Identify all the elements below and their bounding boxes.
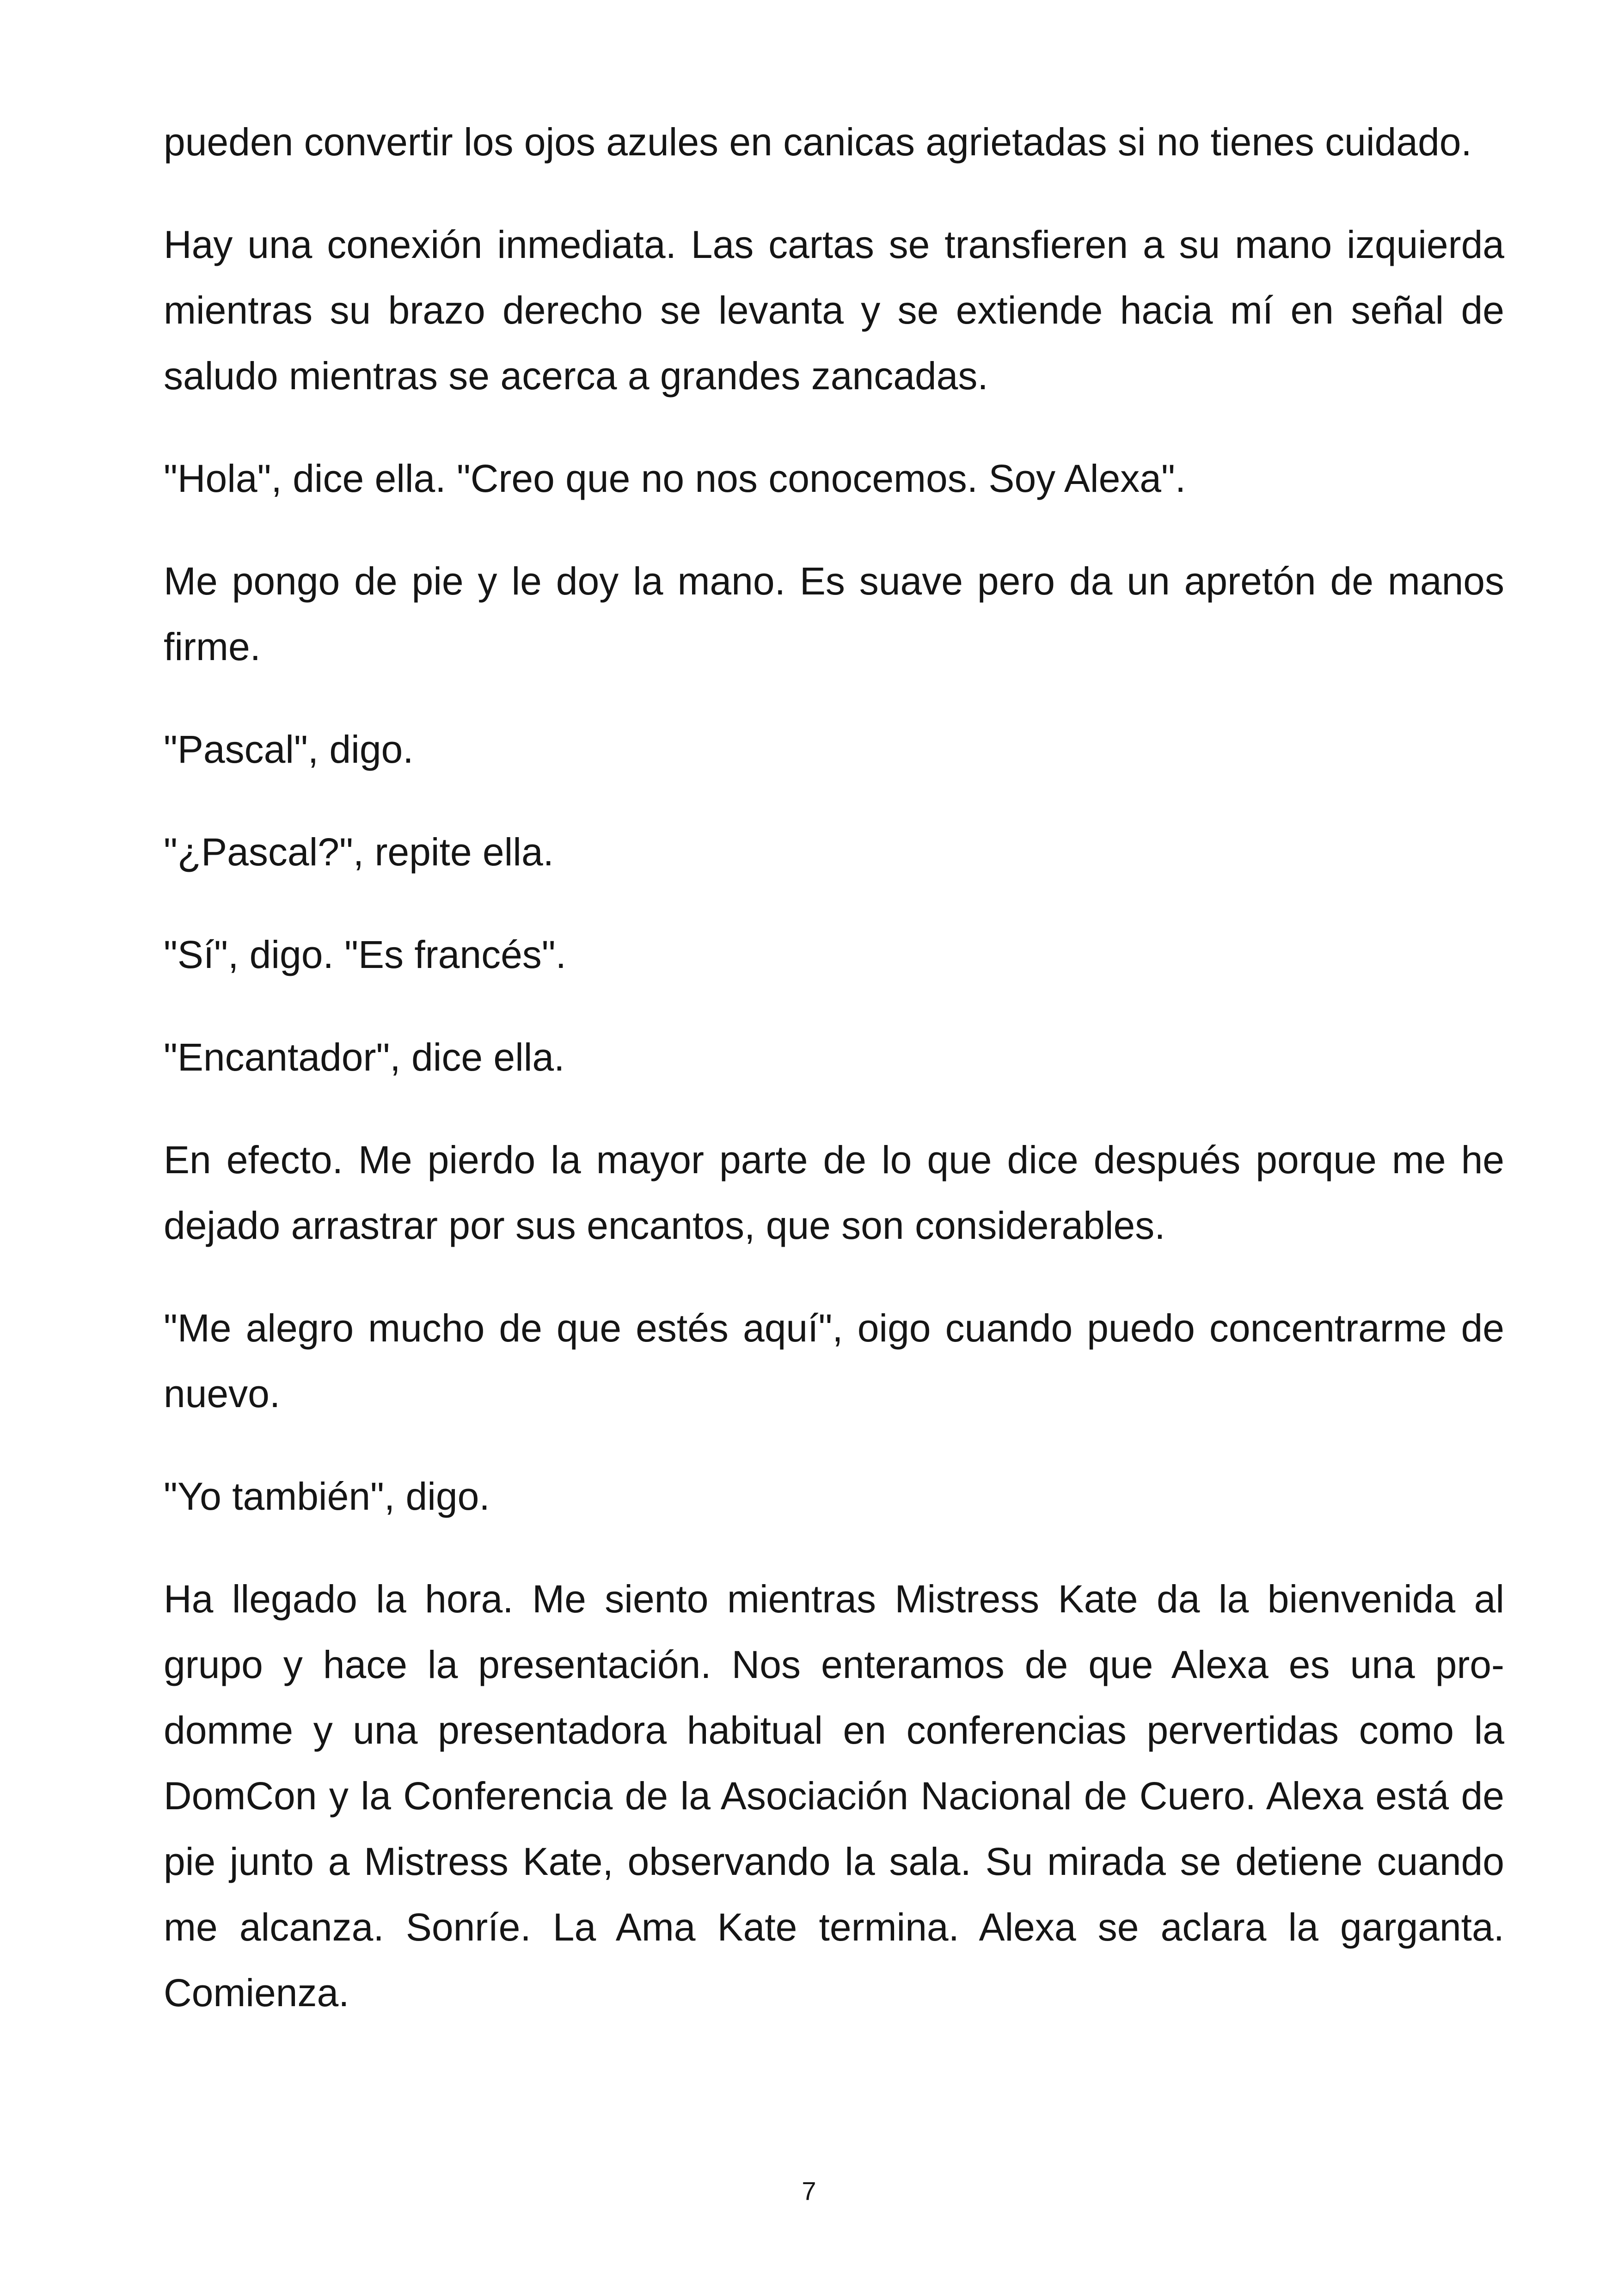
paragraph: "Sí", digo. "Es francés". [164,933,566,976]
paragraph: Hay una conexión inmediata. Las cartas se transfieren a su mano izquierda mientras su brazo derecho se levanta y se extiende hacia mí en señal de saludo mientras se acerca a grandes zancadas. [164,223,1504,398]
paragraph: "Pascal", digo. [164,728,414,771]
page-number: 7 [802,2176,816,2205]
paragraph: En efecto. Me pierdo la mayor parte de lo que dice después porque me he dejado arrastrar por sus encantos, que son considerables. [164,1138,1504,1247]
document-body [164,109,1504,2026]
paragraph: Ha llegado la hora. Me siento mientras Mistress Kate da la bienvenida al grupo y hace la presentación. Nos enteramos de que Alexa es una pro-domme y una presentadora habitual en conferencias pervertidas como la DomCon y la Conferencia de la Asociación Nacional de Cuero. Alexa está de pie junto a Mistress Kate, observando la sala. Su mirada se detiene cuando me alcanza. Sonríe. La Ama Kate termina. Alexa se aclara la garganta. Comienza. [164,1577,1504,2014]
paragraph: "Hola", dice ella. "Creo que no nos conocemos. Soy Alexa". [164,457,1186,500]
paragraph: "¿Pascal?", repite ella. [164,830,554,874]
paragraph: Me pongo de pie y le doy la mano. Es suave pero da un apretón de manos firme. [164,559,1504,668]
paragraph: "Yo también", digo. [164,1475,490,1518]
paragraph: "Me alegro mucho de que estés aquí", oigo cuando puedo concentrarme de nuevo. [164,1306,1504,1415]
paragraph: "Encantador", dice ella. [164,1035,565,1079]
paragraph: pueden convertir los ojos azules en canicas agrietadas si no tienes cuidado. [164,120,1472,164]
